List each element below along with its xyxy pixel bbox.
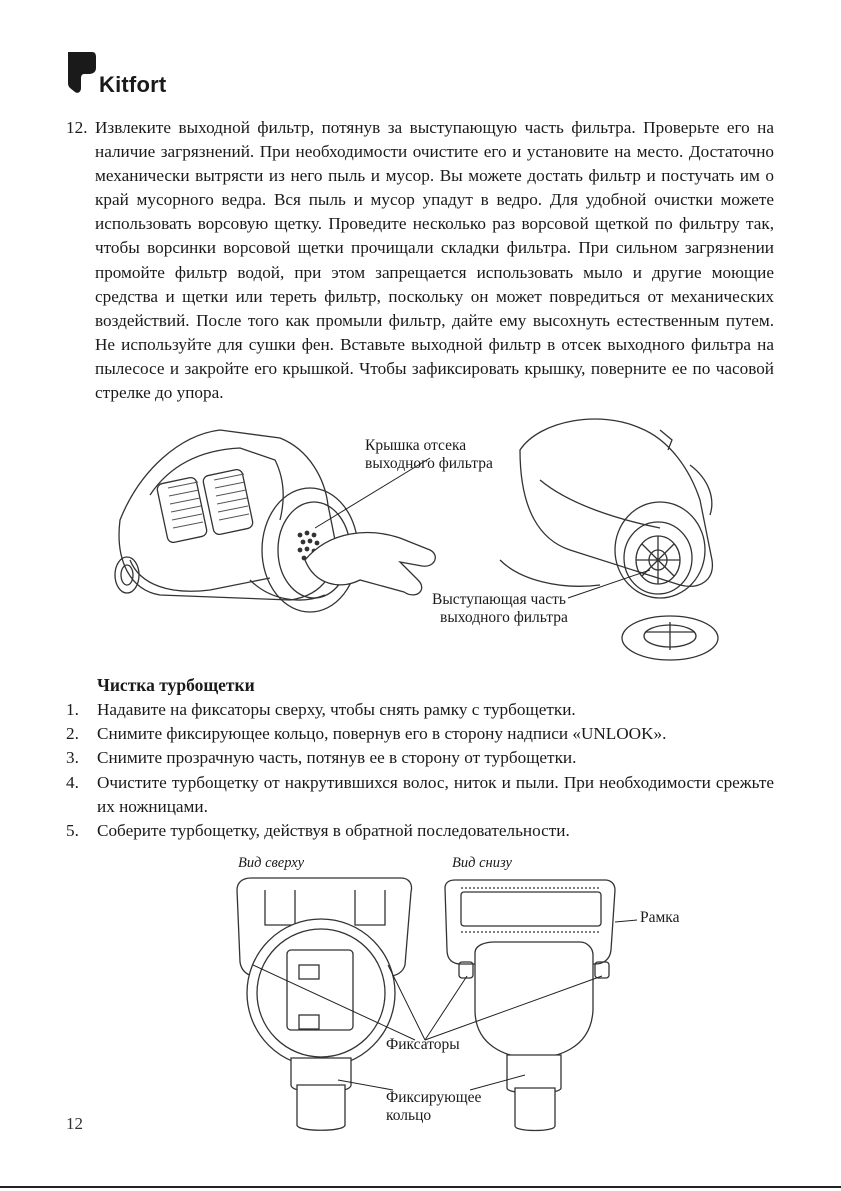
instruction-text: Извлеките выходной фильтр, потянув за выступающую часть фильтра. Проверьте его на наличие загрязнений. При необходимости очистите его и установите на место. Достаточно механически вытрясти из него пыль и мусор. Вы можете достать фильтр и постучать им о край мусорного ведра. Вся пыль и мусор упадут в ведро. Для удобной очистки можете использовать ворсовую щетку. Проведите несколько раз ворсовой щеткой по фильтру так, чтобы ворсинки ворсовой щетки прочищали складки фильтра. При сильном загрязнении промойте фильтр водой, при этом запрещается использовать мыло и другие моющие средства и щетки или тереть фильтр, поскольку он может повредиться от механических воздействий. После того как промыли фильтр, дайте ему высохнуть естественным путем. Не используйте для сушки фен. Вставьте выходной фильтр в отсек выходного фильтра на пылесосе и закройте его крышкой. Чтобы зафиксировать крышку, поверните ее по часовой стрелке до упора. xyxy=(95,118,774,403)
step-number: 4. xyxy=(66,772,79,792)
label-frame: Рамка xyxy=(640,909,680,926)
bottom-divider xyxy=(0,1186,841,1188)
list-item xyxy=(66,819,774,843)
list-item xyxy=(66,746,774,770)
list-item xyxy=(66,698,774,722)
view-top-label: Вид сверху xyxy=(238,855,305,871)
instruction-12 xyxy=(66,116,774,405)
step-text: Соберите турбощетку, действуя в обратной последовательности. xyxy=(97,821,570,841)
page-number: 12 xyxy=(66,1114,83,1133)
label-fixing-ring-line1: Фиксирующее xyxy=(386,1089,482,1106)
step-number: 3. xyxy=(66,748,79,768)
step-text: Очистите турбощетку от накрутившихся волос, ниток и пыли. При необходимости срежьте их ножницами. xyxy=(97,772,774,816)
label-filter-cover xyxy=(365,437,493,473)
section-title: Чистка турбощетки xyxy=(97,675,255,695)
label-filter-cover-line2: выходного фильтра xyxy=(365,455,493,472)
label-fixing-ring xyxy=(386,1089,481,1125)
instruction-number: 12. xyxy=(66,118,88,137)
label-filter-protrusion xyxy=(432,591,568,627)
label-filter-protrusion-line2: выходного фильтра xyxy=(440,609,568,626)
step-number: 1. xyxy=(66,700,79,719)
step-text: Снимите прозрачную часть, потянув ее в сторону от турбощетки. xyxy=(97,748,577,768)
view-bottom-label: Вид снизу xyxy=(452,855,512,871)
label-filter-protrusion-line1: Выступающая часть xyxy=(432,591,566,608)
label-filter-cover-line1: Крышка отсека xyxy=(365,437,467,454)
step-text: Надавите на фиксаторы сверху, чтобы снять рамку с турбощетки. xyxy=(97,700,576,719)
brand-name: Kitfort xyxy=(99,72,167,97)
list-item xyxy=(66,771,774,819)
list-item xyxy=(66,722,774,746)
label-fixing-ring-line2: кольцо xyxy=(386,1107,432,1124)
step-text: Снимите фиксирующее кольцо, повернув его в сторону надписи «UNLOOK». xyxy=(97,724,667,744)
turbo-steps-list xyxy=(66,698,774,843)
step-number: 5. xyxy=(66,821,79,841)
step-number: 2. xyxy=(66,724,79,744)
label-latches: Фиксаторы xyxy=(386,1036,460,1053)
